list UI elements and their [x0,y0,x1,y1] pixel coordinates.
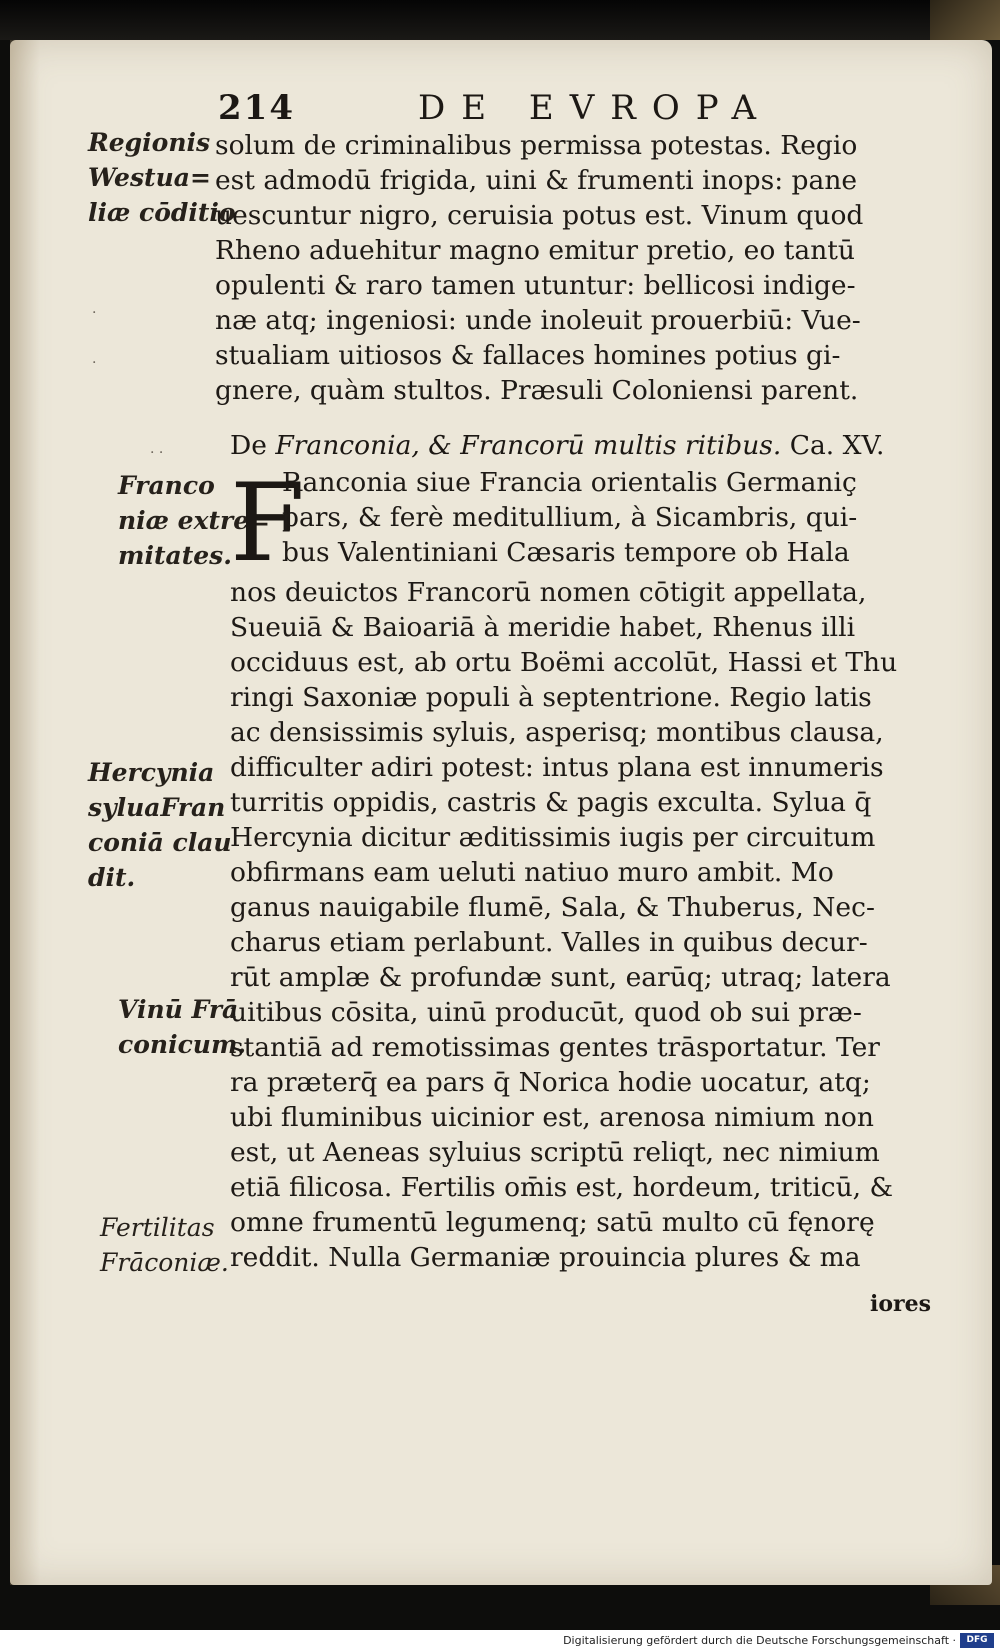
text-line: pars, & ferè meditullium, à Sicambris, qui- [282,502,858,533]
text-line: reddit. Nulla Germaniæ prouincia plures & ma [230,1242,861,1273]
text-line: est, ut Aeneas syluius scriptū reliqt, nec nimium [230,1137,880,1168]
chapter-heading-number: Ca. XV. [781,430,885,461]
margin-note-fertilitas: Fertilitas Frāconiæ. [100,1213,229,1277]
drop-cap-initial: F [230,461,305,586]
catchword: iores [870,1291,932,1317]
text-line: Hercynia dicitur æditissimis iugis per circuitum [230,822,876,853]
text-line: obfirmans eam ueluti natiuo muro ambit. Mo [230,857,834,888]
text-line: turritis oppidis, castris & pagis exculta. Sylua q̄ [230,787,872,818]
text-line: ubi fluminibus uicinior est, arenosa nimium non [230,1102,874,1133]
page-header [218,88,778,132]
margin-note-franconia-extremitates: Franco niæ extre= mitates. [118,471,271,570]
chapter-heading [230,430,884,461]
chapter-heading-prefix: De [230,430,276,461]
text-line: ganus nauigabile flumē, Sala, & Thuberus, Nec- [230,892,875,923]
text-line: ac densissimis syluis, asperisq; montibus clausa, [230,717,884,748]
text-line: bus Valentiniani Cæsaris tempore ob Hala [282,537,850,568]
text-line: Rheno aduehitur magno emitur pretio, eo tantū [215,235,855,266]
text-line: ra præterq̄ ea pars q̄ Norica hodie uocatur, atq; [230,1067,871,1098]
page-gutter-shadow [10,40,40,1585]
ink-speck: · [92,305,97,321]
text-line: opulenti & raro tamen utuntur: bellicosi indige- [215,270,856,301]
text-line: solum de criminalibus permissa potestas. Regio [215,130,858,161]
text-line: ringi Saxoniæ populi à septentrione. Regio latis [230,682,872,713]
chapter-heading-title: Franconia, & Francorū multis ritibus. [275,430,782,461]
paragraph-franconia-opening [282,465,857,570]
text-line: stualiam uitiosos & fallaces homines potius gi- [215,340,841,371]
running-title: DE EVROPA [418,88,773,128]
dfg-logo-icon: DFG [960,1633,994,1648]
paragraph-franconia [230,575,897,1275]
text-line: uitibus cōsita, uinū producūt, quod ob sui præ- [230,997,862,1028]
margin-note-westualia: Regionis Westua= liæ cōditio [88,128,236,227]
text-line: charus etiam perlabunt. Valles in quibus decur- [230,927,868,958]
digitization-footer [0,1630,1000,1651]
text-line: etiā filicosa. Fertilis om̄is est, hordeum, triticū, & [230,1172,894,1203]
ink-speck: · [92,355,97,371]
text-line: Sueuiā & Baioariā à meridie habet, Rhenus illi [230,612,856,643]
scan-top-edge [0,0,1000,40]
text-line: rūt amplæ & profundæ sunt, earūq; utraq; latera [230,962,891,993]
book-binding-corner [930,0,1000,40]
text-line: occiduus est, ab ortu Boëmi accolūt, Hassi et Thu [230,647,898,678]
margin-note-hercynia: Hercynia syluaFran coniā clau dit. [88,758,232,892]
page-number: 214 [218,88,295,128]
footer-credit: Digitalisierung gefördert durch die Deutsche Forschungsgemeinschaft · [563,1634,956,1647]
text-line: est admodū frigida, uini & frumenti inops: pane [215,165,858,196]
text-line: Ranconia siue Francia orientalis Germaniç [282,467,857,498]
text-line: difficulter adiri potest: intus plana est innumeris [230,752,884,783]
text-line: uescuntur nigro, ceruisia potus est. Vinum quod [215,200,864,231]
paragraph-westualia [215,128,863,408]
text-line: nos deuictos Francorū nomen cōtigit appellata, [230,577,867,608]
margin-note-vinum: Vinū Frā conicum. [118,995,247,1059]
text-line: næ atq; ingeniosi: unde inoleuit prouerbiū: Vue- [215,305,861,336]
text-line: stantiā ad remotissimas gentes trāsportatur. Ter [230,1032,880,1063]
text-line: omne frumentū legumenq; satū multo cū fęnorę [230,1207,875,1238]
text-line: gnere, quàm stultos. Præsuli Coloniensi parent. [215,375,859,406]
ink-speck: · · [150,445,164,461]
